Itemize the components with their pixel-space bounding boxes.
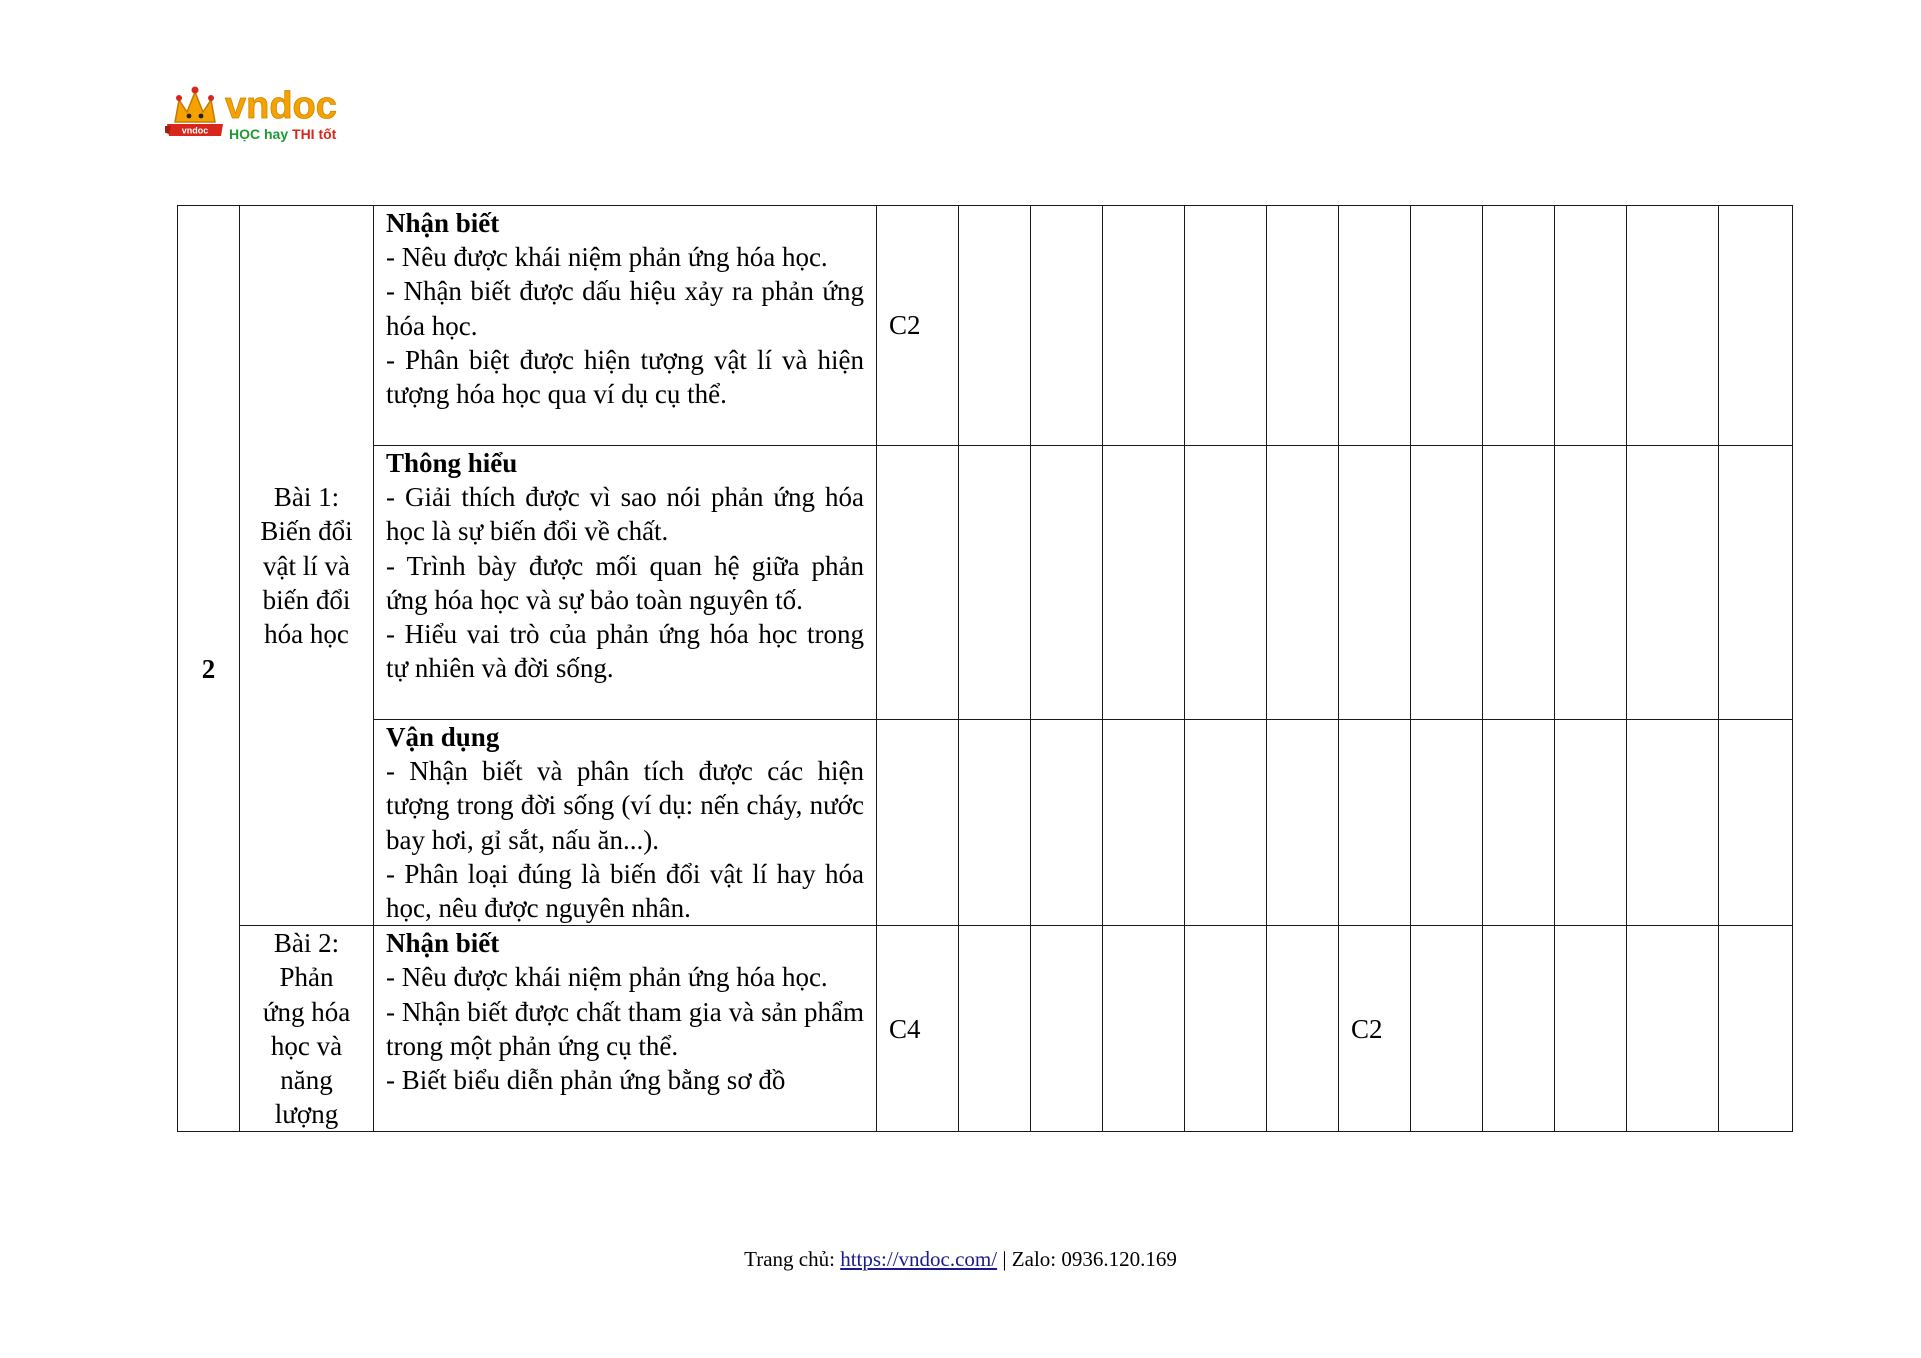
vndoc-logo-graphic	[165, 82, 365, 148]
mark-cell	[1627, 446, 1719, 720]
topic-title-line: Bài 1:	[273, 482, 340, 513]
mark-cell	[1719, 206, 1793, 446]
page-footer	[0, 1247, 1921, 1272]
mark-cell	[1103, 720, 1185, 926]
table-row	[178, 720, 1793, 926]
table-row	[178, 926, 1793, 1132]
mark-cell	[1267, 206, 1339, 446]
footer-suffix: | Zalo: 0936.120.169	[997, 1247, 1177, 1271]
requirement-cell	[374, 206, 877, 446]
requirement-cell	[374, 926, 877, 1132]
mark-cell	[1185, 206, 1267, 446]
mark-cell	[1339, 446, 1411, 720]
mark-cell	[1483, 206, 1555, 446]
badge-ribbon	[165, 124, 223, 136]
vndoc-logo	[165, 82, 365, 148]
mark-cell	[1185, 446, 1267, 720]
mark-cell	[1555, 926, 1627, 1132]
level-heading: Thông hiểu	[386, 448, 518, 478]
tagline: HỌC hay THI tốt	[229, 126, 337, 142]
mark-cell	[1483, 446, 1555, 720]
topic-title-line: vật lí và	[263, 550, 350, 581]
matrix-table	[177, 205, 1793, 1132]
mark-cell	[877, 720, 959, 926]
mark-cell	[1483, 720, 1555, 926]
mark-cell	[1103, 206, 1185, 446]
table-row	[178, 206, 1793, 446]
mark-cell	[1267, 446, 1339, 720]
topic-cell	[240, 206, 374, 926]
mark-cell: C2	[877, 206, 959, 446]
table-row	[178, 446, 1793, 720]
mark-cell	[1031, 720, 1103, 926]
mark-cell	[1411, 720, 1483, 926]
mark-cell	[1411, 206, 1483, 446]
mark-cell	[1555, 206, 1627, 446]
requirement-cell	[374, 446, 877, 720]
mark-cell	[1719, 720, 1793, 926]
topic-title-line: Phản	[279, 962, 334, 993]
mark-cell	[959, 206, 1031, 446]
topic-cell	[240, 926, 374, 1132]
brand-wordmark: vndoc	[225, 85, 337, 127]
mark-cell	[1719, 926, 1793, 1132]
requirement-item: - Hiểu vai trò của phản ứng hóa học trong tự nhiên và đời sống.	[386, 619, 864, 684]
mascot-icon	[175, 87, 215, 123]
requirement-cell	[374, 720, 877, 926]
mark-cell	[1411, 926, 1483, 1132]
mark-cell	[1185, 720, 1267, 926]
mark-cell	[1031, 446, 1103, 720]
topic-title-line: lượng	[274, 1099, 339, 1130]
requirement-item: - Biết biểu diễn phản ứng bằng sơ đồ	[386, 1065, 786, 1096]
mark-cell	[1555, 720, 1627, 926]
level-heading: Vận dụng	[386, 722, 500, 752]
topic-title-line: hóa học	[264, 618, 349, 649]
mark-cell	[959, 720, 1031, 926]
svg-text:vndoc: vndoc	[181, 125, 209, 136]
mark-cell	[1103, 926, 1185, 1132]
requirement-item: - Nêu được khái niệm phản ứng hóa học.	[386, 242, 828, 273]
requirement-item: - Phân biệt được hiện tượng vật lí và hiện tượng hóa học qua ví dụ cụ thể.	[386, 344, 864, 410]
mark-cell	[1267, 926, 1339, 1132]
mark-cell: C2	[1339, 926, 1411, 1132]
mark-cell	[1339, 720, 1411, 926]
topic-title-line: năng	[280, 1065, 333, 1096]
mark-cell	[1627, 720, 1719, 926]
mark-cell: C4	[877, 926, 959, 1132]
mark-cell	[1339, 206, 1411, 446]
mark-cell	[1267, 720, 1339, 926]
mark-cell	[1031, 206, 1103, 446]
requirement-item: - Trình bày được mối quan hệ giữa phản ứng hóa học và sự bảo toàn nguyên tố.	[386, 550, 864, 615]
mark-cell	[959, 926, 1031, 1132]
mark-cell	[1719, 446, 1793, 720]
mark-cell	[1185, 926, 1267, 1132]
mark-cell	[1031, 926, 1103, 1132]
level-heading: Nhận biết	[386, 208, 500, 238]
topic-title-line: Bài 2:	[273, 928, 340, 959]
requirement-item: - Giải thích được vì sao nói phản ứng hóa học là sự biến đổi về chất.	[386, 482, 864, 547]
requirement-item: - Nhận biết được chất tham gia và sản phẩm trong một phản ứng cụ thể.	[386, 996, 864, 1061]
mark-cell	[1555, 446, 1627, 720]
requirement-item: - Phân loại đúng là biến đổi vật lí hay hóa học, nêu được nguyên nhân.	[386, 858, 864, 924]
mark-cell	[1627, 206, 1719, 446]
mark-cell	[959, 446, 1031, 720]
mark-cell	[1103, 446, 1185, 720]
requirement-item: - Nêu được khái niệm phản ứng hóa học.	[386, 962, 828, 993]
mark-cell	[1627, 926, 1719, 1132]
mark-cell	[1483, 926, 1555, 1132]
topic-title-line: ứng hóa	[262, 996, 351, 1027]
mark-cell	[877, 446, 959, 720]
footer-prefix: Trang chủ:	[744, 1247, 841, 1271]
mark-cell	[1411, 446, 1483, 720]
topic-title-line: Biến đổi	[260, 516, 353, 547]
requirement-item: - Nhận biết và phân tích được các hiện tượng trong đời sống (ví dụ: nến cháy, nước bay hơi, gỉ sắt, nấu ăn...).	[386, 756, 864, 855]
stt-cell: 2	[178, 206, 240, 1132]
topic-title-line: học và	[270, 1030, 343, 1061]
topic-title-line: biến đổi	[262, 584, 351, 615]
homepage-link[interactable]: https://vndoc.com/	[840, 1247, 998, 1271]
level-heading: Nhận biết	[386, 928, 500, 959]
requirement-item: - Nhận biết được dấu hiệu xảy ra phản ứng hóa học.	[386, 276, 864, 341]
